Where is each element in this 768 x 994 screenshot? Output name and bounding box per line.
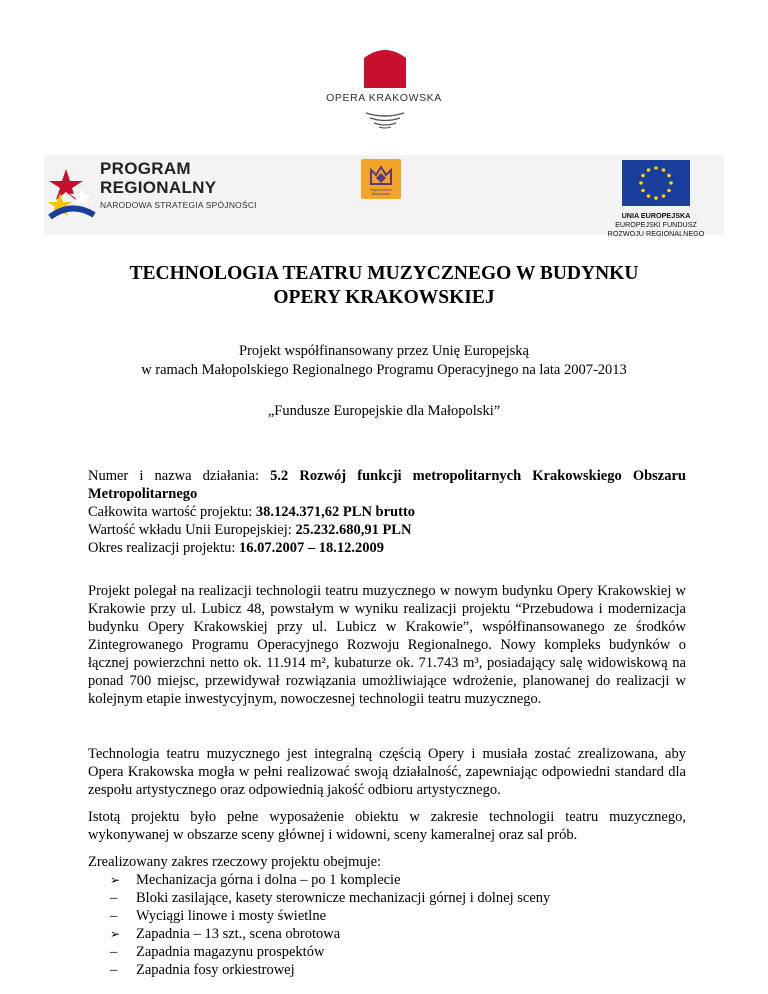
paragraph-project-description: Projekt polegał na realizacji technologii teatru muzycznego w nowym budynku Opery Krakowskiej w Krakowie przy ul. Lubicz 48, powstałym w wyniku realizacji projektu “Przebudowa i modernizacja budynku Opery Krakowskiej przy ul. Lubicz w Krakowie”, współfinansowanego ze środków Zintegrowanego Programu Operacyjnego Rozwoju Regionalnego. Nowy kompleks budynków o łącznej powierzchni netto ok. 11.914 m², kubaturze ok. 71.743 m³, posiadający salę widowiskową na ponad 700 miejsc, przewidywał rozwiązania umożliwiające wdrożenie, planowanej do realizacji w kolejnym etapie inwestycyjnym, nowoczesnej technologii teatru muzycznego. (88, 583, 686, 707)
list-item-text: Bloki zasilające, kasety sterownicze mechanizacji górnej i dolnej sceny (136, 890, 551, 906)
eu-caption-line1: UNIA EUROPEJSKA (621, 211, 691, 220)
cofinancing-note (40, 342, 728, 380)
document-title-line2: OPERY KRAKOWSKIEJ (273, 287, 495, 308)
project-meta (88, 467, 688, 557)
document-title-line1: TECHNOLOGIA TEATRU MUZYCZNEGO W BUDYNKU (129, 263, 639, 284)
opera-logo-text: OPERA KRAKOWSKA (326, 92, 442, 104)
period-row (88, 539, 688, 557)
action-row-cont (88, 485, 688, 503)
bullet-icon: ➢ (110, 873, 121, 887)
eu-caption (588, 211, 724, 238)
list-item (110, 907, 550, 925)
list-item (110, 871, 550, 889)
eu-caption-line2: EUROPEJSKI FUNDUSZ (615, 220, 697, 229)
action-row (88, 467, 686, 485)
list-item-text: Zapadnia magazynu prospektów (136, 944, 325, 960)
bullet-icon: – (110, 908, 118, 924)
cofinancing-line1: Projekt współfinansowany przez Unię Europejską (239, 343, 529, 359)
action-value: 5.2 Rozwój funkcji metropolitarnych Krakowskiego Obszaru (270, 468, 686, 484)
eu-value-label: Wartość wkładu Unii Europejskiej: (88, 522, 296, 538)
action-label: Numer i nazwa działania: (88, 468, 271, 484)
paragraph-essence: Istotą projektu było pełne wyposażenie obiektu w zakresie technologii teatru muzycznego, wykonywanej w obszarze sceny głównej i widowni, sceny kameralnej oraz sal prób. (88, 809, 686, 843)
program-logo-line1: PROGRAM (100, 159, 191, 178)
opera-mark-icon (362, 44, 408, 88)
action-value-cont: Metropolitarnego (88, 486, 198, 502)
list-item (110, 925, 550, 943)
opera-waves-icon (364, 110, 406, 130)
paragraph-technology: Technologia teatru muzycznego jest integralną częścią Opery i musiała zostać zrealizowana, aby Opera Krakowska mogła w pełni realizować swoją działalność, zapewniając odpowiedni standard dla zespołu artystycznego oraz odpowiednią jakość odbioru artystycznego. (88, 746, 686, 798)
eu-caption-line3: ROZWOJU REGIONALNEGO (607, 229, 705, 238)
eu-value: 25.232.680,91 PLN (295, 522, 412, 538)
list-item (110, 889, 550, 907)
total-value: 38.124.371,62 PLN brutto (255, 504, 416, 520)
list-item-text: Zapadnia fosy orkiestrowej (136, 962, 295, 978)
document-title (60, 262, 708, 310)
malopolska-logo-text: Województwo Małopolskie (370, 188, 392, 196)
list-item-text: Wyciągi linowe i mosty świetlne (136, 908, 327, 924)
total-label: Całkowita wartość projektu: (88, 504, 256, 520)
malopolska-logo (361, 159, 401, 199)
cofinancing-line2: w ramach Małopolskiego Regionalnego Programu Operacyjnego na lata 2007-2013 (141, 362, 627, 378)
list-item-text: Zapadnia – 13 szt., scena obrotowa (136, 926, 341, 942)
total-value-row (88, 503, 688, 521)
scope-list (110, 871, 550, 979)
scope-intro: Zrealizowany zakres rzeczowy projektu obejmuje: (88, 854, 382, 870)
list-item (110, 943, 550, 961)
eu-value-row (88, 521, 688, 539)
slogan: „Fundusze Europejskie dla Małopolski” (267, 403, 501, 419)
bullet-icon: – (110, 962, 118, 978)
program-logo-line3: NARODOWA STRATEGIA SPÓJNOŚCI (100, 200, 257, 210)
program-stars-icon (46, 157, 98, 227)
eu-flag-icon (622, 160, 690, 206)
bullet-icon: – (110, 890, 118, 906)
period-value: 16.07.2007 – 18.12.2009 (238, 540, 384, 556)
bullet-icon: – (110, 944, 118, 960)
list-item-text: Mechanizacja górna i dolna – po 1 komplecie (136, 872, 401, 888)
opera-krakowska-logo (324, 44, 444, 134)
malopolska-crown-icon (369, 164, 393, 186)
program-regionalny-logo (46, 155, 276, 233)
program-logo-text (100, 159, 257, 211)
period-label: Okres realizacji projektu: (88, 540, 239, 556)
program-logo-line2: REGIONALNY (100, 178, 217, 197)
bullet-icon: ➢ (110, 927, 121, 941)
list-item (110, 961, 550, 979)
